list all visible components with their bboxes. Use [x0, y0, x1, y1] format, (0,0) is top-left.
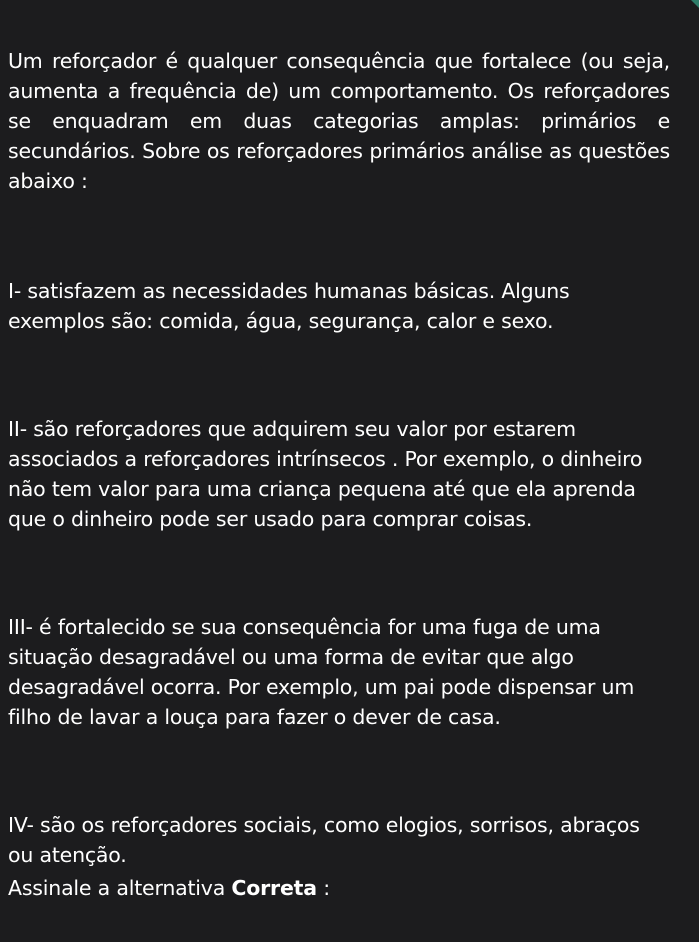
statement-iv: IV- são os reforçadores sociais, como elogios, sorrisos, abraços ou atenção.: [8, 813, 640, 867]
statement-ii: II- são reforçadores que adquirem seu valor por estarem associados a reforçadores intrínsecos . Por exemplo, o dinheiro não tem valor para uma criança pequena até que ela aprenda que o dinheiro pode ser usado para comprar coisas.: [8, 417, 643, 531]
corner-accent: [691, 0, 699, 8]
answer-prompt: [8, 873, 670, 903]
intro-paragraph: Um reforçador é qualquer consequência que fortalece (ou seja, aumenta a frequência de) um comportamento. Os reforçadores se enquadram em duas categorias amplas: primários e secundários. Sobre os reforçadores primários análise as questões abaixo :: [8, 49, 670, 193]
prompt-suffix: :: [316, 876, 330, 900]
statement-iii: III- é fortalecido se sua consequência for uma fuga de uma situação desagradável ou uma forma de evitar que algo desagradável ocorra. Por exemplo, um pai pode dispensar um filho de lavar a louça para fazer o dever de casa.: [8, 615, 635, 729]
prompt-prefix: Assinale a alternativa: [8, 876, 232, 900]
prompt-emphasis: Correta: [231, 876, 317, 900]
statement-i: I- satisfazem as necessidades humanas básicas. Alguns exemplos são: comida, água, segurança, calor e sexo.: [8, 279, 570, 333]
